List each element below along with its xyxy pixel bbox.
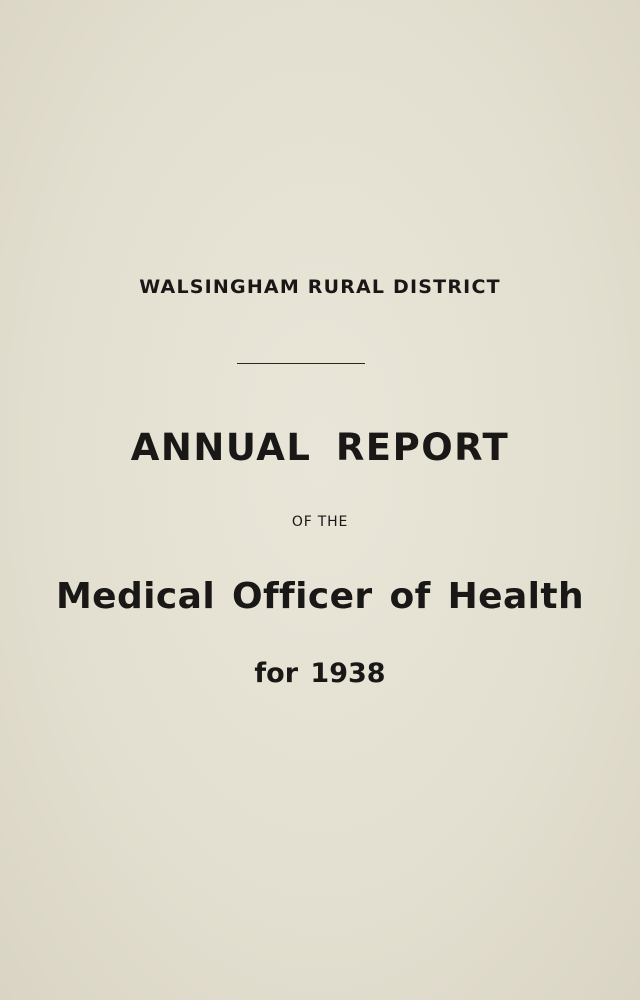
report-title: ANNUAL REPORT: [130, 426, 510, 469]
report-subject: Medical Officer of Health: [55, 576, 585, 617]
report-year: for 1938: [254, 658, 386, 689]
title-connector: OF THE: [291, 514, 349, 530]
district-name: WALSINGHAM RURAL DISTRICT: [139, 276, 501, 298]
title-divider: [237, 363, 365, 364]
